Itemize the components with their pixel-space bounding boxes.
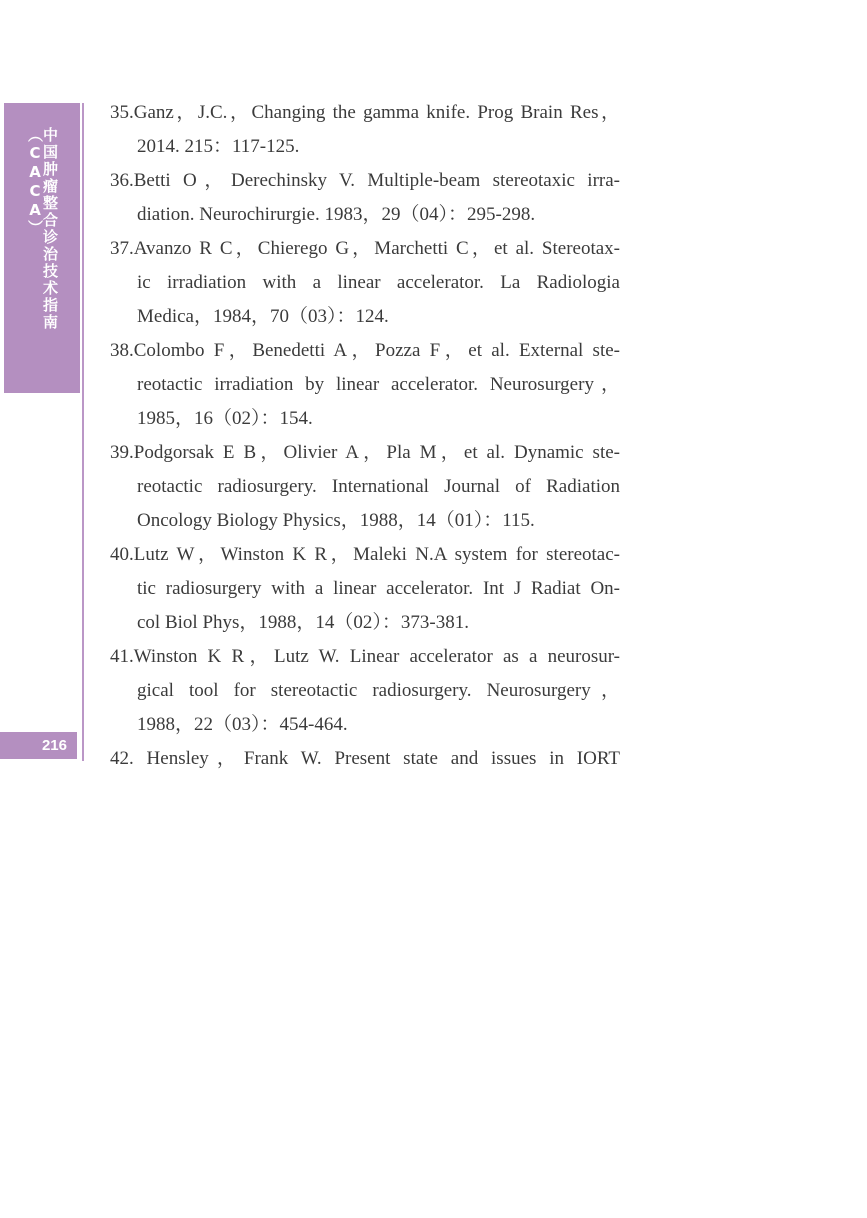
reference-line: gical tool for stereotactic radiosurgery. Neurosurgery，	[137, 680, 620, 701]
reference-line: 1985，16（02）：154.	[137, 408, 313, 429]
reference-line: 37.Avanzo R C，Chierego G，Marchetti C，et al. Stereotax-	[110, 238, 620, 259]
reference-line: tic radiosurgery with a linear accelerator. Int J Radiat On-	[137, 578, 620, 599]
reference-line: 39.Podgorsak E B，Olivier A，Pla M，et al. Dynamic ste-	[110, 442, 620, 463]
reference-line: 1988，22（03）：454-464.	[137, 714, 348, 735]
reference-item	[110, 640, 620, 742]
sidebar-title-latin: CACA	[26, 144, 44, 220]
reference-item	[110, 164, 620, 232]
reference-line: Medica，1984，70（03）：124.	[137, 306, 389, 327]
reference-item	[110, 742, 620, 776]
reference-item	[110, 232, 620, 334]
references-list	[110, 96, 620, 776]
reference-line: 38.Colombo F，Benedetti A，Pozza F，et al. External ste-	[110, 340, 620, 361]
reference-line: 40.Lutz W，Winston K R，Maleki N.A system for stereotac-	[110, 544, 620, 565]
reference-line: col Biol Phys，1988，14（02）：373-381.	[137, 612, 469, 633]
reference-line: diation. Neurochirurgie. 1983，29（04）：295-298.	[137, 204, 536, 225]
reference-item	[110, 96, 620, 164]
reference-item	[110, 436, 620, 538]
reference-item	[110, 334, 620, 436]
sidebar-title-cjk: 中国肿瘤整合诊治技术指南（	[26, 127, 59, 331]
sidebar-title-close-paren: ）	[26, 220, 44, 237]
reference-line: Oncology Biology Physics，1988，14（01）：115.	[137, 510, 535, 531]
reference-line: reotactic irradiation by linear accelerator. Neurosurgery，	[137, 374, 620, 395]
sidebar-title	[27, 103, 57, 393]
reference-line: 36.Betti O，Derechinsky V. Multiple-beam stereotaxic irra-	[110, 170, 620, 191]
reference-line: 35.Ganz，J.C.，Changing the gamma knife. Prog Brain Res，	[110, 102, 620, 123]
reference-line: 42. Hensley，Frank W. Present state and issues in IORT	[110, 748, 620, 769]
page-number-badge	[0, 732, 77, 759]
sidebar-band	[4, 103, 80, 393]
reference-item	[110, 538, 620, 640]
divider-line	[82, 103, 84, 761]
page-number: 216	[41, 737, 67, 754]
reference-line: ic irradiation with a linear accelerator. La Radiologia	[137, 272, 620, 293]
reference-line: 41.Winston K R，Lutz W. Linear accelerator as a neurosur-	[110, 646, 620, 667]
reference-line: reotactic radiosurgery. International Journal of Radiation	[137, 476, 620, 497]
reference-line: 2014. 215：117-125.	[137, 136, 300, 157]
